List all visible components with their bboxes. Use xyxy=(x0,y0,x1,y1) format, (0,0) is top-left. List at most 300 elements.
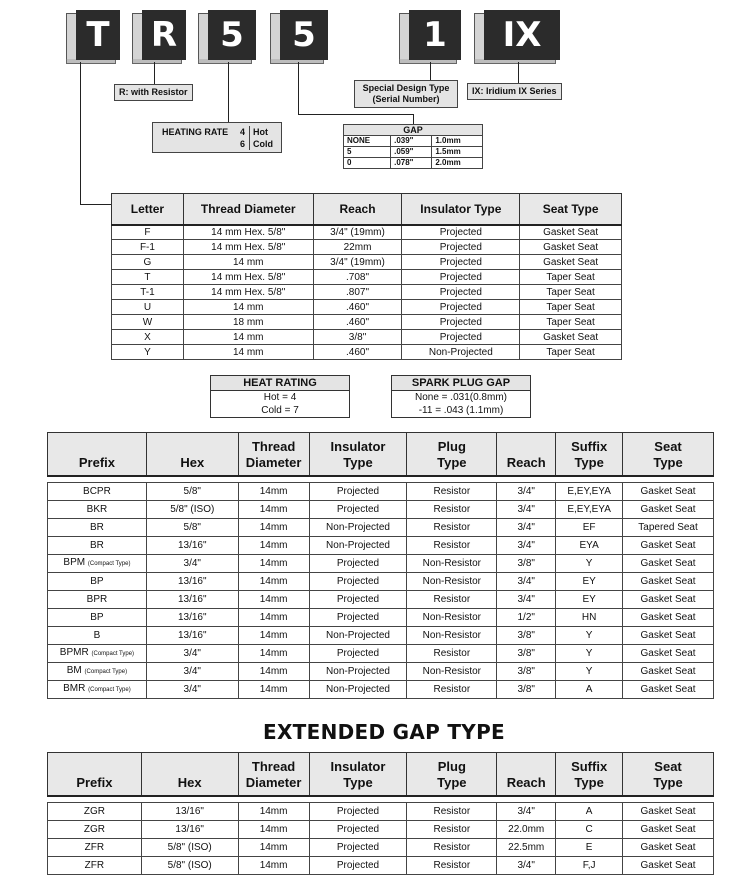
spacer-cell xyxy=(556,796,623,803)
gap-title: GAP xyxy=(344,125,483,136)
table-cell: Resistor xyxy=(407,839,497,857)
table-cell: 3/4" xyxy=(497,483,556,501)
gap-cell: 5 xyxy=(344,147,391,158)
column-header-line: Prefix xyxy=(78,454,115,470)
table-cell: Taper Seat xyxy=(520,345,622,360)
prefix-cell xyxy=(48,609,147,627)
connector-line xyxy=(154,62,155,84)
column-header xyxy=(238,753,309,796)
table-cell: 14mm xyxy=(238,839,309,857)
table-cell: 3/8" xyxy=(497,627,556,645)
table-cell: Projected xyxy=(402,225,520,240)
prefix-cell xyxy=(48,537,147,555)
spark-plug-gap-row: None = .031(0.8mm) xyxy=(415,392,507,403)
table-cell: Resistor xyxy=(407,501,497,519)
heating-rate-num: 6 xyxy=(239,139,245,149)
table-cell: EYA xyxy=(556,537,623,555)
table-cell: 3/4" (19mm) xyxy=(313,255,402,270)
table-cell: A xyxy=(556,681,623,699)
table-cell: Gasket Seat xyxy=(623,501,714,519)
table-cell: .807" xyxy=(313,285,402,300)
prefix-cell xyxy=(48,627,147,645)
table-cell: E xyxy=(556,839,623,857)
prefix-text: BR xyxy=(89,521,104,533)
table-cell: 14mm xyxy=(238,609,309,627)
column-header: Thread Diameter xyxy=(183,194,313,225)
prefix-note: (Compact Type) xyxy=(87,561,131,567)
code-block-5 xyxy=(399,10,461,60)
prefix-cell xyxy=(48,681,147,699)
gap-cell: 0 xyxy=(344,158,391,169)
table-cell: Projected xyxy=(402,330,520,345)
table-cell: X xyxy=(112,330,184,345)
prefix-cell xyxy=(48,857,142,875)
table-cell: 13/16" xyxy=(146,627,238,645)
prefix-text: BP xyxy=(90,575,104,587)
table-cell: Gasket Seat xyxy=(520,255,622,270)
table-cell: Resistor xyxy=(407,591,497,609)
table-cell: 3/4" xyxy=(497,591,556,609)
column-header xyxy=(48,433,147,476)
column-header-line: Hex xyxy=(177,774,202,790)
connector-line xyxy=(518,62,519,83)
table-cell: EF xyxy=(556,519,623,537)
column-header xyxy=(407,433,497,476)
table-cell: Non-Projected xyxy=(309,681,407,699)
gap-cell: .059" xyxy=(391,147,432,158)
column-header-line: Type xyxy=(437,774,467,790)
column-header-line: Reach xyxy=(506,774,546,790)
table-cell: 13/16" xyxy=(146,591,238,609)
table-cell: F xyxy=(112,225,184,240)
table-cell: .460" xyxy=(313,315,402,330)
column-header xyxy=(309,753,407,796)
spacer-row xyxy=(48,476,714,483)
column-header: Reach xyxy=(313,194,402,225)
table-cell: 14mm xyxy=(238,519,309,537)
table-cell: 5/8" xyxy=(146,483,238,501)
table-row xyxy=(48,681,714,699)
table-row xyxy=(48,627,714,645)
table-cell: Non-Projected xyxy=(402,345,520,360)
table-cell: A xyxy=(556,803,623,821)
iridium-label: IX: Iridium IX Series xyxy=(467,83,562,100)
gap-table xyxy=(343,124,483,169)
table-cell: Projected xyxy=(309,591,407,609)
table-cell: Gasket Seat xyxy=(623,591,714,609)
table-cell: 3/4" xyxy=(497,803,556,821)
table-cell: F,J xyxy=(556,857,623,875)
table-cell: Gasket Seat xyxy=(623,645,714,663)
code-block-6 xyxy=(474,10,560,60)
prefix-cell xyxy=(48,573,147,591)
table-cell: 3/8" xyxy=(313,330,402,345)
spacer-cell xyxy=(238,796,309,803)
table-cell: 14mm xyxy=(238,663,309,681)
table-cell: 3/4" xyxy=(146,681,238,699)
prefix-text: BMR xyxy=(63,683,86,694)
table-cell: 14mm xyxy=(238,483,309,501)
column-header-line: Reach xyxy=(506,454,546,470)
prefix-text: BPM xyxy=(63,557,86,568)
prefix-cell xyxy=(48,821,142,839)
table-cell: Resistor xyxy=(407,645,497,663)
prefix-cell xyxy=(48,663,147,681)
table-cell: Taper Seat xyxy=(520,315,622,330)
table-row xyxy=(48,663,714,681)
table-cell: Non-Projected xyxy=(309,663,407,681)
column-header-line: Seat xyxy=(654,438,682,454)
table-cell: Gasket Seat xyxy=(623,609,714,627)
table-cell: 14mm xyxy=(238,627,309,645)
code-block-3 xyxy=(198,10,256,60)
column-header-line: Thread xyxy=(251,438,296,454)
prefix-text: BM xyxy=(66,665,82,676)
gap-cell: 1.5mm xyxy=(432,147,483,158)
table-cell: Gasket Seat xyxy=(623,839,714,857)
column-header-line: Insulator xyxy=(330,438,386,454)
table-cell: Gasket Seat xyxy=(623,573,714,591)
table-cell: 13/16" xyxy=(146,537,238,555)
column-header-line: Type xyxy=(343,774,373,790)
table-cell: Projected xyxy=(309,555,407,573)
prefix-text: BCPR xyxy=(83,485,111,497)
prefix-cell xyxy=(48,483,147,501)
table-row xyxy=(48,609,714,627)
table-cell: 5/8" (ISO) xyxy=(141,839,238,857)
prefix-text: ZGR xyxy=(83,823,105,835)
table-cell: 3/4" xyxy=(146,663,238,681)
table-cell: Projected xyxy=(309,645,407,663)
table-cell: E,EY,EYA xyxy=(556,483,623,501)
extended-gap-title: EXTENDED GAP TYPE xyxy=(262,720,505,744)
connector-line xyxy=(413,114,414,124)
table-cell: Gasket Seat xyxy=(520,240,622,255)
table-row xyxy=(48,591,714,609)
table-cell: 3/4" (19mm) xyxy=(313,225,402,240)
column-header xyxy=(407,753,497,796)
column-header-line: Prefix xyxy=(76,774,113,790)
table-cell: 14mm xyxy=(238,591,309,609)
spark-plug-gap-row: -11 = .043 (1.1mm) xyxy=(418,405,504,416)
table-cell: Projected xyxy=(402,255,520,270)
table-cell: T xyxy=(112,270,184,285)
connector-line xyxy=(228,62,229,122)
prefix-text: BKR xyxy=(86,503,108,515)
table-cell: EY xyxy=(556,591,623,609)
prefix-cell xyxy=(48,803,142,821)
table-cell: .708" xyxy=(313,270,402,285)
table-cell: EY xyxy=(556,573,623,591)
spacer-cell xyxy=(407,796,497,803)
table-cell: Projected xyxy=(309,501,407,519)
table-cell: 14mm xyxy=(238,555,309,573)
prefix-text: ZFR xyxy=(84,859,105,871)
table-cell: Resistor xyxy=(407,483,497,501)
spacer-cell xyxy=(407,476,497,483)
spacer-cell xyxy=(238,476,309,483)
table-cell: 3/4" xyxy=(497,519,556,537)
table-cell: Resistor xyxy=(407,519,497,537)
table-row xyxy=(112,255,622,270)
table-row xyxy=(48,645,714,663)
code-letter: 1 xyxy=(409,10,461,60)
table-cell: Y xyxy=(556,627,623,645)
column-header-line: Diameter xyxy=(245,774,302,790)
prefix-note: (Compact Type) xyxy=(84,669,128,675)
column-header-line: Type xyxy=(343,454,373,470)
spacer-cell xyxy=(623,476,714,483)
heating-rate-title: HEATING RATE xyxy=(162,127,229,137)
column-header xyxy=(623,753,714,796)
column-header-line: Type xyxy=(437,454,467,470)
table-cell: 14 mm xyxy=(183,255,313,270)
extended-table xyxy=(47,752,714,875)
connector-line xyxy=(80,204,111,205)
table-cell: Projected xyxy=(309,839,407,857)
table-cell: 13/16" xyxy=(141,821,238,839)
code-block-1 xyxy=(66,10,120,60)
table-cell: Projected xyxy=(309,609,407,627)
table-cell: .460" xyxy=(313,345,402,360)
table-cell: 14 mm xyxy=(183,300,313,315)
table-cell: 3/8" xyxy=(497,681,556,699)
resistor-label: R: with Resistor xyxy=(114,84,193,101)
table-cell: Gasket Seat xyxy=(623,663,714,681)
table-row xyxy=(48,519,714,537)
gap-cell: .039" xyxy=(391,136,432,147)
table-cell: 14 mm Hex. 5/8" xyxy=(183,240,313,255)
table-row xyxy=(344,158,483,169)
spacer-cell xyxy=(623,796,714,803)
table-cell: 3/4" xyxy=(497,501,556,519)
table-cell: 3/4" xyxy=(146,555,238,573)
special-design-label xyxy=(354,80,458,108)
main-table xyxy=(47,432,714,699)
table-cell: Y xyxy=(556,555,623,573)
table-row xyxy=(48,501,714,519)
spacer-cell xyxy=(48,476,147,483)
column-header-line: Thread xyxy=(251,758,296,774)
table-row xyxy=(344,136,483,147)
prefix-note: (Compact Type) xyxy=(88,687,131,693)
table-cell: Projected xyxy=(402,285,520,300)
table-cell: W xyxy=(112,315,184,330)
table-cell: U xyxy=(112,300,184,315)
table-cell: Projected xyxy=(309,573,407,591)
prefix-text: BP xyxy=(90,611,104,623)
heating-rate-box xyxy=(152,122,282,153)
table-cell: 22.0mm xyxy=(497,821,556,839)
table-cell: Gasket Seat xyxy=(520,225,622,240)
gap-cell: 2.0mm xyxy=(432,158,483,169)
table-cell: Gasket Seat xyxy=(623,803,714,821)
code-letter: T xyxy=(76,10,120,60)
table-row xyxy=(112,315,622,330)
gap-cell: NONE xyxy=(344,136,391,147)
column-header xyxy=(497,433,556,476)
table-cell: Resistor xyxy=(407,681,497,699)
column-header-line: Diameter xyxy=(245,454,302,470)
column-header xyxy=(497,753,556,796)
table-cell: Projected xyxy=(402,315,520,330)
spacer-cell xyxy=(309,796,407,803)
prefix-cell xyxy=(48,839,142,857)
column-header-line: Plug xyxy=(437,438,466,454)
table-cell: 14mm xyxy=(238,573,309,591)
column-header-line: Type xyxy=(653,774,683,790)
code-letter: 5 xyxy=(280,10,328,60)
prefix-cell xyxy=(48,645,147,663)
table-cell: 14 mm Hex. 5/8" xyxy=(183,285,313,300)
table-cell: Resistor xyxy=(407,821,497,839)
table-cell: Resistor xyxy=(407,857,497,875)
gap-cell: .078" xyxy=(391,158,432,169)
table-cell: 3/8" xyxy=(497,645,556,663)
table-row xyxy=(112,345,622,360)
table-cell: E,EY,EYA xyxy=(556,501,623,519)
prefix-note: (Compact Type) xyxy=(91,651,135,657)
spacer-cell xyxy=(556,476,623,483)
heating-rate-val: Hot xyxy=(253,127,268,137)
table-row xyxy=(48,803,714,821)
table-cell: Projected xyxy=(309,803,407,821)
table-cell: Non-Resistor xyxy=(407,555,497,573)
letter-table xyxy=(111,193,622,360)
table-cell: 14mm xyxy=(238,537,309,555)
table-cell: Non-Projected xyxy=(309,537,407,555)
table-cell: Taper Seat xyxy=(520,300,622,315)
table-cell: Gasket Seat xyxy=(623,857,714,875)
table-cell: Tapered Seat xyxy=(623,519,714,537)
table-cell: 14mm xyxy=(238,501,309,519)
table-cell: Y xyxy=(556,663,623,681)
table-cell: 14mm xyxy=(238,803,309,821)
heat-rating-box xyxy=(210,375,350,418)
table-cell: Projected xyxy=(309,821,407,839)
table-cell: 5/8" xyxy=(146,519,238,537)
column-header: Insulator Type xyxy=(402,194,520,225)
code-block-4 xyxy=(270,10,328,60)
column-header-line: Hex xyxy=(180,454,205,470)
connector-line xyxy=(430,62,431,80)
table-cell: Gasket Seat xyxy=(623,483,714,501)
table-cell: Taper Seat xyxy=(520,270,622,285)
table-cell: 14mm xyxy=(238,857,309,875)
table-cell: Projected xyxy=(402,270,520,285)
column-header xyxy=(141,753,238,796)
table-cell: 18 mm xyxy=(183,315,313,330)
column-header xyxy=(48,753,142,796)
spacer-row xyxy=(48,796,714,803)
table-cell: 14mm xyxy=(238,821,309,839)
table-cell: Non-Projected xyxy=(309,627,407,645)
table-cell: Non-Resistor xyxy=(407,609,497,627)
table-cell: 13/16" xyxy=(146,609,238,627)
table-cell: 14mm xyxy=(238,681,309,699)
table-cell: 13/16" xyxy=(146,573,238,591)
table-row xyxy=(48,483,714,501)
table-cell: Y xyxy=(112,345,184,360)
table-cell: 14 mm Hex. 5/8" xyxy=(183,270,313,285)
heat-rating-title: HEAT RATING xyxy=(211,376,349,391)
table-cell: 14 mm xyxy=(183,345,313,360)
connector-line xyxy=(298,62,299,114)
table-row xyxy=(48,555,714,573)
prefix-text: BR xyxy=(89,539,104,551)
table-row xyxy=(112,225,622,240)
spacer-cell xyxy=(497,796,556,803)
table-cell: Non-Projected xyxy=(309,519,407,537)
table-row xyxy=(48,857,714,875)
table-cell: HN xyxy=(556,609,623,627)
table-cell: Projected xyxy=(309,857,407,875)
table-cell: Non-Resistor xyxy=(407,627,497,645)
column-header-line: Type xyxy=(574,454,604,470)
code-letter: IX xyxy=(484,10,560,60)
column-header xyxy=(238,433,309,476)
spacer-cell xyxy=(141,796,238,803)
prefix-text: ZGR xyxy=(83,805,105,817)
column-header-line: Type xyxy=(653,454,683,470)
table-cell: 14mm xyxy=(238,645,309,663)
table-cell: Projected xyxy=(402,300,520,315)
table-cell: 1/2" xyxy=(497,609,556,627)
table-row xyxy=(112,270,622,285)
column-header-line: Type xyxy=(574,774,604,790)
table-cell: 3/4" xyxy=(497,537,556,555)
prefix-cell xyxy=(48,501,147,519)
table-cell: Gasket Seat xyxy=(623,681,714,699)
spacer-cell xyxy=(497,476,556,483)
table-row xyxy=(112,300,622,315)
table-cell: Projected xyxy=(402,240,520,255)
table-cell: Gasket Seat xyxy=(520,330,622,345)
heat-rating-row: Cold = 7 xyxy=(261,405,299,416)
column-header xyxy=(309,433,407,476)
table-row xyxy=(112,330,622,345)
table-row xyxy=(48,839,714,857)
table-cell: 3/8" xyxy=(497,663,556,681)
column-header-line: Suffix xyxy=(571,438,608,454)
spark-plug-gap-box xyxy=(391,375,531,418)
table-cell: 5/8" (ISO) xyxy=(141,857,238,875)
table-cell: Non-Resistor xyxy=(407,663,497,681)
table-cell: Resistor xyxy=(407,537,497,555)
column-header-line: Plug xyxy=(437,758,466,774)
column-header: Seat Type xyxy=(520,194,622,225)
connector-line xyxy=(298,114,414,115)
prefix-text: BPR xyxy=(86,593,108,605)
table-cell: 3/4" xyxy=(497,857,556,875)
table-cell: 5/8" (ISO) xyxy=(146,501,238,519)
prefix-cell xyxy=(48,519,147,537)
prefix-text: ZFR xyxy=(84,841,105,853)
table-cell: Gasket Seat xyxy=(623,537,714,555)
column-header-line: Seat xyxy=(654,758,682,774)
table-cell: C xyxy=(556,821,623,839)
column-header-line: Suffix xyxy=(571,758,608,774)
code-letter: 5 xyxy=(208,10,256,60)
table-cell: 14 mm Hex. 5/8" xyxy=(183,225,313,240)
table-cell: Gasket Seat xyxy=(623,627,714,645)
table-cell: Gasket Seat xyxy=(623,821,714,839)
special-design-line: Special Design Type xyxy=(362,83,450,93)
heating-rate-val: Cold xyxy=(253,139,273,149)
heating-rate-num: 4 xyxy=(239,127,245,137)
table-cell: G xyxy=(112,255,184,270)
column-header xyxy=(556,433,623,476)
